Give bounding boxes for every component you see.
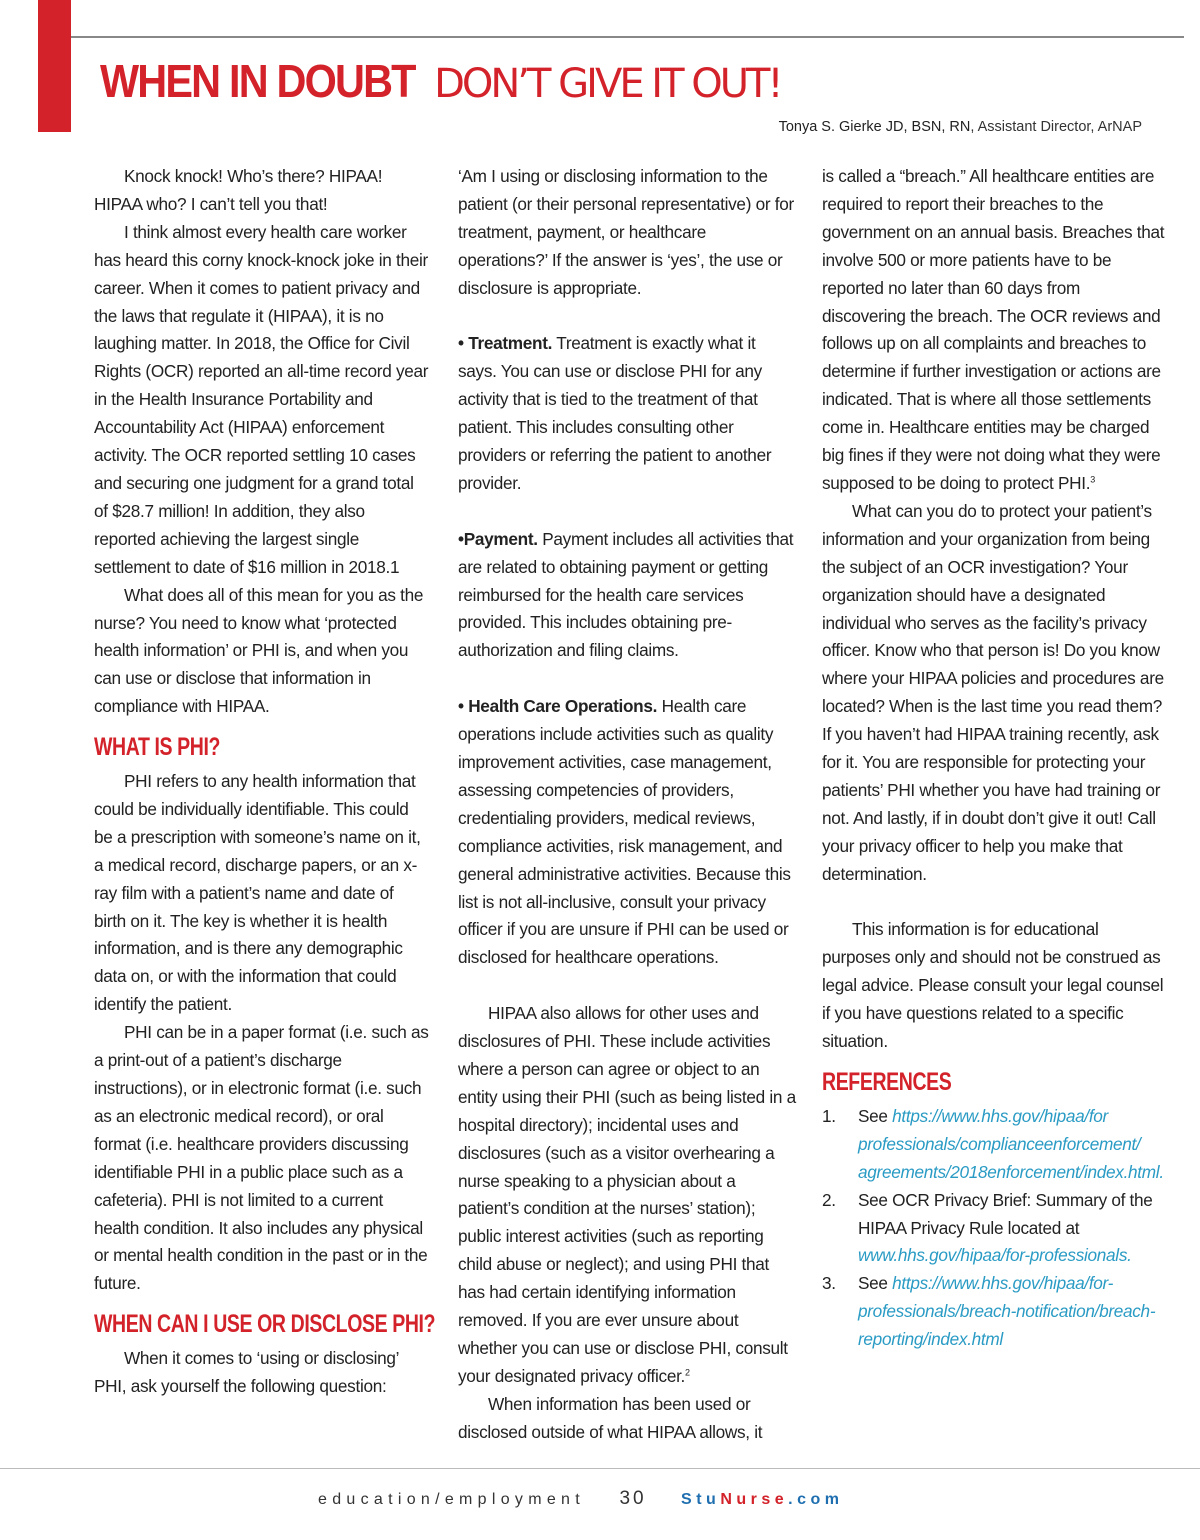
paragraph: I think almost every health care worker has heard this corny knock-knock joke in their career. When it comes to patient privacy and the laws that regulate it (HIPAA), it is no laughing matter. In 2018, the Office for Civil Rights (OCR) reported an all-time record year in the Health Insurance Portability and Accountability Act (HIPAA) enforcement activity. The OCR reported settling 10 cases and securing one judgment for a grand total of $28.7 million! In addition, they also reported achieving the largest single settlement to date of $16 million in 2018.1 — [94, 221, 429, 577]
disclaimer: This information is for educational purposes only and should not be construed as legal advice. Please consult your legal counsel if you have questions related to a specific situation. — [822, 919, 1164, 1052]
column-3 — [822, 163, 1167, 1354]
top-rule — [71, 36, 1184, 38]
section-heading-when-can-i-use: WHEN CAN I USE OR DISCLOSE PHI? — [94, 1310, 436, 1339]
column-2 — [458, 163, 798, 1447]
reference-number: 3. — [822, 1273, 836, 1294]
footer-section: education/employment — [318, 1491, 585, 1508]
paragraph-text: is called a “breach.” All healthcare entities are required to report their breaches to the government on an annual basis. Breaches that involve 500 or more patients have to be reported no later than 60 days from discovering the breach. The OCR reviews and follows up on all complaints and breaches to determine if further investigation or actions are indicated. That is where all those settlements come in. Healthcare entities may be charged big fines if they were not doing what they were supposed to be doing to protect PHI. — [822, 166, 1165, 493]
paragraph — [458, 1000, 798, 1391]
byline — [779, 119, 1142, 135]
reference-text: See — [858, 1105, 893, 1126]
bullet-text: Health care operations include activities such as quality improvement activities, case management, assessing competencies of providers, credentialing providers, medical reviews, compliance activities, risk management, and general administrative activities. Because this list is not all-inclusive, consult your privacy officer if you are unsure if PHI can be used or disclosed for healthcare operations. — [458, 696, 791, 968]
reference-link[interactable]: www.hhs.gov/hipaa/for-professionals. — [858, 1245, 1132, 1266]
reference-number: 2. — [822, 1189, 836, 1210]
bullet-label: • Health Care Operations. — [458, 696, 658, 717]
bullet-payment — [458, 526, 798, 666]
bullet-operations — [458, 693, 798, 972]
reference-item — [822, 1270, 1167, 1354]
section-heading-what-is-phi: WHAT IS PHI? — [94, 733, 221, 762]
paragraph: What does all of this mean for you as the nurse? You need to know what ‘protected health information’ or PHI is, and when you can use or disclose that information in compliance with HIPAA. — [94, 584, 424, 717]
paragraph: ‘Am I using or disclosing information to the patient (or their personal representative) or for treatment, payment, or healthcare operations?’ If the answer is ‘yes’, the use or disclosure is appropriate. — [458, 166, 794, 298]
footnote-marker: 3 — [1090, 474, 1095, 485]
reference-number: 1. — [822, 1105, 836, 1126]
author-name: Tonya S. Gierke JD, BSN, RN — [778, 119, 971, 135]
column-1 — [94, 163, 436, 1401]
bullet-label: •Payment. — [458, 528, 538, 549]
paragraph: Knock knock! Who’s there? HIPAA! HIPAA who? I can’t tell you that! — [94, 166, 383, 214]
footer-rule — [0, 1468, 1200, 1469]
paragraph: PHI can be in a paper format (i.e. such as a print-out of a patient’s discharge instructions), or in electronic format (i.e. such as an electronic medical record), or oral format (i.e. healthcare providers discussing identifiable PHI in a public place such as a cafeteria). PHI is not limited to a current health condition. It also includes any physical or mental health condition in the past or in the future. — [94, 1022, 429, 1294]
brand-part: Stu — [681, 1491, 721, 1508]
reference-item — [822, 1187, 1167, 1271]
references-heading: REFERENCES — [822, 1067, 952, 1096]
reference-text: See OCR Privacy Brief: Summary of the HIPAA Privacy Rule located at — [858, 1189, 1153, 1238]
paragraph: PHI refers to any health information that could be individually identifiable. This could be a prescription with someone’s name on it, a medical record, discharge papers, or an x-ray film with a patient’s name and date of birth on it. The key is whether it is health information, and is there any demographic data on, or with the information that could identify the patient. — [94, 771, 421, 1015]
bullet-label: • Treatment. — [458, 333, 553, 354]
reference-link[interactable]: https://www.hhs.gov/hipaa/for professionals/complianceenforcement/ agreements/2018enforcement/index.html. — [858, 1105, 1164, 1182]
brand-part: Nurse — [720, 1491, 789, 1508]
bullet-text: Payment includes all activities that are related to obtaining payment or getting reimbursed for the health care services provided. This includes obtaining pre-authorization and filing claims. — [458, 528, 794, 661]
author-role: , Assistant Director, ArNAP — [970, 119, 1142, 135]
red-accent-bar — [38, 0, 71, 132]
footnote-marker: 2 — [685, 1367, 690, 1378]
paragraph: When information has been used or disclosed outside of what HIPAA allows, it — [458, 1393, 763, 1442]
paragraph: What can you do to protect your patient’s information and your organization from being the subject of an OCR investigation? Your organization should have a designated individual who serves as the facility’s privacy officer. Know who that person is! Do you know where your HIPAA policies and procedures are located? When is the last time you read them? If you haven’t had HIPAA training recently, ask for it. You are responsible for protecting your patients’ PHI whether you have had training or not. And lastly, if in doubt don’t give it out! Call your privacy officer to help you make that determination. — [822, 500, 1164, 884]
paragraph-text: HIPAA also allows for other uses and disclosures of PHI. These include activities where a person can agree or object to an entity using their PHI (such as being listed in a hospital directory); incidental uses and disclosures (such as a visitor overhearing a nurse speaking to a physician about a patient’s condition at the nurses’ station); public interest activities (such as reporting child abuse or neglect); and using PHI that has had certain identifying information removed. If you are ever unsure about whether you can use or disclose PHI, consult your designated privacy officer. — [458, 1003, 796, 1386]
brand-logo — [681, 1491, 843, 1508]
paragraph: When it comes to ‘using or disclosing’ PHI, ask yourself the following question: — [94, 1348, 399, 1397]
references-list — [822, 1103, 1167, 1354]
title-light: DON’T GIVE IT OUT! — [434, 61, 781, 107]
bullet-text: Treatment is exactly what it says. You can use or disclose PHI for any activity that is tied to the treatment of that patient. This includes consulting other providers or referring the patient to another provider. — [458, 333, 772, 493]
brand-part: .com — [788, 1491, 844, 1508]
reference-link[interactable]: https://www.hhs.gov/hipaa/for-professionals/breach-notification/breach-reporting/index.html — [858, 1273, 1156, 1350]
article-title — [100, 55, 781, 107]
bullet-treatment — [458, 330, 798, 497]
paragraph — [822, 163, 1167, 498]
reference-text: See — [858, 1273, 893, 1294]
page-footer — [318, 1488, 844, 1510]
title-bold: WHEN IN DOUBT — [100, 55, 415, 107]
reference-item — [822, 1103, 1167, 1187]
page-number: 30 — [619, 1488, 647, 1509]
